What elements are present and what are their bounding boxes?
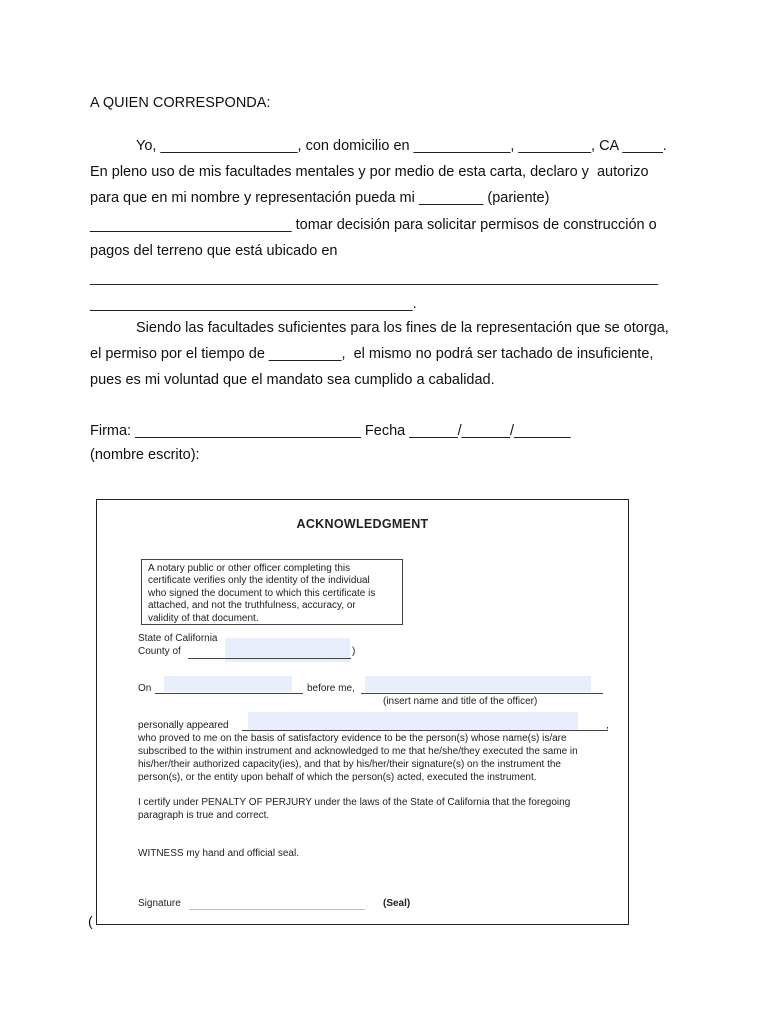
date-underline [155,693,303,694]
notary-notice-box [141,559,403,625]
paragraph-1-line-2: En pleno uso de mis facultades mentales y por medio de esta carta, declaro y autorizo [90,164,649,180]
evidence-line: person(s), or the entity upon behalf of which the person(s) acted, executed the instrument. [138,772,537,783]
notice-line: validity of that document. [148,612,259,624]
notice-line: attached, and not the truthfulness, accuracy, or [148,600,356,612]
signature-date-line: Firma: ____________________________ Fecha ______/______/_______ [90,423,571,439]
county-underline [188,658,351,659]
witness-statement: WITNESS my hand and official seal. [138,848,299,859]
notice-line: who signed the document to which this certificate is [148,587,376,599]
acknowledgment-form [96,499,629,925]
paragraph-1-line-3: para que en mi nombre y representación pueda mi ________ (pariente) [90,190,550,206]
personally-appeared-label: personally appeared [138,720,229,731]
paragraph-2-line-1: Siendo las facultades suficientes para los fines de la representación que se otorga, [136,320,669,336]
person-underline [242,730,608,731]
before-me-label: before me, [307,683,355,694]
evidence-line: who proved to me on the basis of satisfactory evidence to be the person(s) whose name(s) is/are [138,733,567,744]
state-field[interactable] [225,638,350,654]
date-field[interactable] [164,676,292,692]
paragraph-2-line-3: pues es mi voluntad que el mandato sea cumplido a cabalidad. [90,372,495,388]
paragraph-1-line-1: Yo, _________________, con domicilio en ____________, _________, CA _____. [136,138,667,154]
paragraph-1-line-4: _________________________ tomar decisión para solicitar permisos de construcción o [90,217,657,233]
insert-name-caption: (insert name and title of the officer) [383,696,538,707]
acknowledgment-title: ACKNOWLEDGMENT [296,517,429,531]
signature-label: Signature [138,898,181,909]
paragraph-2-line-2: el permiso por el tiempo de _________, el mismo no podrá ser tachado de insuficiente, [90,346,654,362]
printed-name-label: (nombre escrito): [90,447,200,463]
certify-line: paragraph is true and correct. [138,810,270,821]
notice-line: certificate verifies only the identity of the individual [148,575,370,587]
person-name-field[interactable] [248,712,578,730]
county-close-paren: ) [352,646,356,657]
evidence-line: his/her/their authorized capacity(ies), and that by his/her/their signature(s) on the instrument the [138,759,561,770]
paragraph-1-line-5: pagos del terreno que está ubicado en [90,243,338,259]
certify-line: I certify under PENALTY OF PERJURY under the laws of the State of California that the foregoing [138,797,571,808]
state-label: State of California [138,633,218,644]
notice-line: A notary public or other officer completing this [148,563,351,574]
officer-underline [361,693,603,694]
county-label: County of [138,646,181,657]
signature-line[interactable] [189,909,365,910]
salutation: A QUIEN CORRESPONDA: [90,95,271,111]
officer-name-field[interactable] [365,676,591,692]
open-parenthesis: ( [88,913,93,929]
on-label: On [138,683,152,694]
seal-label: (Seal) [383,898,411,909]
comma: , [606,720,609,731]
paragraph-1-line-7: ________________________________________. [90,296,417,312]
paragraph-1-line-6: ________________________________________________________________________ [90,270,659,286]
evidence-line: subscribed to the within instrument and acknowledged to me that he/she/they executed the same in [138,746,578,757]
